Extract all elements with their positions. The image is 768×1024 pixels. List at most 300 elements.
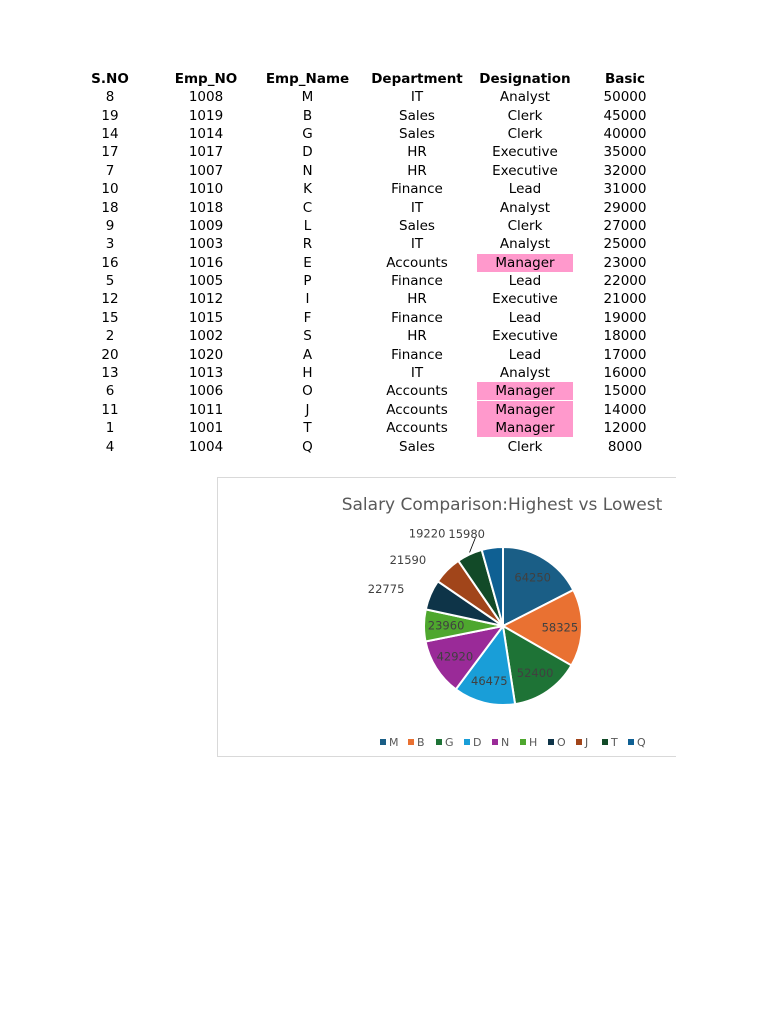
table-cell — [158, 327, 254, 345]
cell-designation: Executive — [492, 162, 558, 179]
table-row — [62, 235, 673, 253]
table-cell — [473, 382, 577, 400]
table-cell — [577, 290, 673, 308]
table-cell — [254, 437, 361, 455]
cell-sno: 20 — [101, 346, 119, 363]
legend-swatch — [602, 739, 608, 745]
legend-label: T — [611, 736, 618, 749]
cell-department: Sales — [399, 217, 435, 234]
cell-department: IT — [410, 365, 424, 382]
data-label: 22775 — [367, 582, 405, 597]
legend-swatch — [464, 739, 470, 745]
cell-sno: 15 — [101, 309, 119, 326]
table-cell — [361, 401, 473, 419]
table-cell — [158, 345, 254, 363]
cell-emp-no: 1008 — [188, 89, 224, 106]
cell-designation: Clerk — [507, 217, 543, 234]
table-cell — [577, 254, 673, 272]
cell-emp-name: D — [302, 144, 313, 161]
table-cell — [158, 125, 254, 143]
cell-emp-name: E — [303, 254, 312, 271]
table-cell — [254, 254, 361, 272]
table-row — [62, 345, 673, 363]
cell-basic: 35000 — [603, 144, 647, 161]
table-cell — [62, 235, 158, 253]
employee-table — [62, 69, 673, 456]
table-cell — [254, 235, 361, 253]
table-cell — [254, 198, 361, 216]
legend-label: J — [585, 736, 589, 749]
table-cell — [361, 309, 473, 327]
cell-emp-name: Q — [302, 438, 313, 455]
table-cell — [473, 162, 577, 180]
data-label: 58325 — [541, 620, 579, 635]
cell-department: Finance — [391, 181, 443, 198]
table-cell — [577, 327, 673, 345]
cell-designation: Manager — [477, 254, 573, 272]
table-cell — [361, 125, 473, 143]
legend-swatch — [408, 739, 414, 745]
table-cell — [361, 419, 473, 437]
legend-label: Q — [637, 736, 646, 749]
col-header-basic: Basic — [604, 70, 646, 87]
table-cell — [473, 364, 577, 382]
table-cell — [361, 254, 473, 272]
table-cell — [361, 106, 473, 124]
cell-basic: 15000 — [603, 383, 647, 400]
cell-department: Finance — [391, 346, 443, 363]
table-cell — [254, 382, 361, 400]
cell-basic: 45000 — [603, 107, 647, 124]
data-label: 42920 — [436, 649, 474, 664]
table-cell — [158, 437, 254, 455]
cell-emp-no: 1012 — [188, 291, 224, 308]
legend-swatch — [436, 739, 442, 745]
table-row — [62, 217, 673, 235]
cell-sno: 14 — [101, 125, 119, 142]
table-cell — [158, 364, 254, 382]
table-cell — [577, 437, 673, 455]
cell-department: Accounts — [386, 401, 448, 418]
legend-swatch — [576, 739, 582, 745]
table-row — [62, 162, 673, 180]
table-cell — [361, 88, 473, 106]
table-cell — [158, 217, 254, 235]
col-header-department: Department — [371, 70, 463, 87]
cell-department: Accounts — [386, 420, 448, 437]
cell-designation: Lead — [508, 309, 542, 326]
cell-department: HR — [407, 144, 427, 161]
cell-department: HR — [407, 162, 427, 179]
table-cell — [254, 327, 361, 345]
cell-emp-name: L — [303, 217, 312, 234]
table-row — [62, 290, 673, 308]
cell-designation: Clerk — [507, 438, 543, 455]
table-cell — [158, 290, 254, 308]
table-cell — [361, 235, 473, 253]
cell-emp-name: N — [302, 162, 313, 179]
cell-sno: 19 — [101, 107, 119, 124]
table-cell — [473, 290, 577, 308]
table-cell — [577, 419, 673, 437]
table-cell — [158, 254, 254, 272]
table-cell — [473, 272, 577, 290]
cell-designation: Analyst — [499, 236, 551, 253]
cell-sno: 9 — [105, 217, 115, 234]
table-row — [62, 106, 673, 124]
cell-emp-name: F — [303, 309, 312, 326]
table-cell — [577, 106, 673, 124]
cell-basic: 32000 — [603, 162, 647, 179]
cell-basic: 14000 — [603, 401, 647, 418]
cell-emp-no: 1003 — [188, 236, 224, 253]
table-cell — [473, 143, 577, 161]
cell-emp-name: I — [305, 291, 310, 308]
table-cell — [361, 217, 473, 235]
cell-designation: Manager — [477, 382, 573, 400]
cell-emp-no: 1010 — [188, 181, 224, 198]
table-row — [62, 254, 673, 272]
legend-label: H — [529, 736, 538, 749]
table-row — [62, 125, 673, 143]
cell-basic: 25000 — [603, 236, 647, 253]
cell-basic: 19000 — [603, 309, 647, 326]
table-cell — [158, 162, 254, 180]
table-cell — [361, 272, 473, 290]
salary-chart[interactable] — [217, 477, 676, 757]
cell-department: Sales — [399, 107, 435, 124]
cell-basic: 16000 — [603, 365, 647, 382]
table-cell — [254, 364, 361, 382]
table-cell — [361, 290, 473, 308]
chart-title: Salary Comparison:Highest vs Lowest — [341, 495, 663, 515]
cell-department: Accounts — [386, 383, 448, 400]
data-label: 64250 — [514, 570, 551, 585]
cell-emp-name: O — [302, 383, 313, 400]
table-cell — [361, 327, 473, 345]
table-cell — [577, 235, 673, 253]
table-cell — [158, 198, 254, 216]
table-cell — [473, 309, 577, 327]
legend-swatch — [548, 739, 554, 745]
table-cell — [62, 198, 158, 216]
table-cell — [62, 217, 158, 235]
cell-basic: 31000 — [603, 181, 647, 198]
cell-emp-name: J — [305, 401, 310, 418]
col-header-sno: S.NO — [91, 70, 129, 87]
cell-emp-no: 1011 — [188, 401, 224, 418]
col-header-emp-name: Emp_Name — [265, 70, 350, 87]
data-label: 19220 — [408, 526, 446, 541]
table-cell — [254, 419, 361, 437]
cell-emp-no: 1001 — [188, 420, 224, 437]
table-cell — [62, 162, 158, 180]
table-row — [62, 143, 673, 161]
table-cell — [254, 143, 361, 161]
cell-department: IT — [410, 199, 424, 216]
table-cell — [158, 272, 254, 290]
table-cell — [254, 290, 361, 308]
table-cell — [158, 419, 254, 437]
cell-sno: 5 — [105, 273, 115, 290]
table-cell — [62, 290, 158, 308]
table-cell — [473, 419, 577, 437]
cell-emp-name: C — [302, 199, 313, 216]
cell-emp-name: R — [302, 236, 313, 253]
cell-emp-name: A — [302, 346, 313, 363]
cell-designation: Analyst — [499, 199, 551, 216]
table-cell — [62, 143, 158, 161]
pie-chart-svg — [218, 478, 676, 756]
cell-sno: 1 — [105, 420, 115, 437]
table-cell — [158, 401, 254, 419]
cell-basic: 29000 — [603, 199, 647, 216]
cell-emp-no: 1009 — [188, 217, 224, 234]
cell-designation: Executive — [492, 328, 558, 345]
cell-department: Finance — [391, 309, 443, 326]
table-cell — [158, 143, 254, 161]
table-cell — [62, 437, 158, 455]
cell-sno: 17 — [101, 144, 119, 161]
cell-emp-no: 1020 — [188, 346, 224, 363]
table-cell — [473, 106, 577, 124]
table-row — [62, 437, 673, 455]
table-cell — [254, 401, 361, 419]
table-cell — [158, 309, 254, 327]
data-label: 46475 — [471, 674, 508, 689]
table-cell — [577, 272, 673, 290]
cell-basic: 12000 — [603, 420, 647, 437]
cell-basic: 8000 — [607, 438, 643, 455]
cell-designation: Lead — [508, 273, 542, 290]
cell-emp-name: G — [302, 125, 313, 142]
table-cell — [361, 364, 473, 382]
table-cell — [473, 345, 577, 363]
table-cell — [361, 437, 473, 455]
table-cell — [577, 364, 673, 382]
cell-basic: 17000 — [603, 346, 647, 363]
table-cell — [473, 198, 577, 216]
cell-department: Accounts — [386, 254, 448, 271]
cell-designation: Executive — [492, 291, 558, 308]
cell-department: IT — [410, 236, 424, 253]
cell-basic: 21000 — [603, 291, 647, 308]
table-cell — [254, 125, 361, 143]
cell-designation: Clerk — [507, 107, 543, 124]
cell-emp-name: P — [303, 273, 312, 290]
table-cell — [361, 162, 473, 180]
legend-label: O — [557, 736, 566, 749]
cell-basic: 50000 — [603, 89, 647, 106]
table-cell — [254, 272, 361, 290]
table-cell — [62, 180, 158, 198]
table-cell — [62, 272, 158, 290]
table-cell — [158, 106, 254, 124]
table-row — [62, 198, 673, 216]
cell-emp-no: 1019 — [188, 107, 224, 124]
cell-sno: 4 — [105, 438, 115, 455]
table-cell — [62, 309, 158, 327]
table-cell — [62, 401, 158, 419]
table-header-row — [62, 69, 673, 88]
table-cell — [473, 180, 577, 198]
table-cell — [158, 180, 254, 198]
cell-designation: Analyst — [499, 365, 551, 382]
table-cell — [254, 345, 361, 363]
cell-emp-name: B — [302, 107, 313, 124]
cell-emp-no: 1015 — [188, 309, 224, 326]
table-row — [62, 180, 673, 198]
legend-swatch — [380, 739, 386, 745]
cell-sno: 8 — [105, 89, 115, 106]
table-cell — [158, 88, 254, 106]
table-cell — [577, 198, 673, 216]
table-cell — [577, 309, 673, 327]
table-cell — [254, 309, 361, 327]
cell-sno: 6 — [105, 383, 115, 400]
table-cell — [62, 254, 158, 272]
data-label: 52400 — [516, 665, 554, 680]
table-cell — [473, 235, 577, 253]
cell-emp-no: 1014 — [188, 125, 224, 142]
table-cell — [62, 327, 158, 345]
legend-label: D — [473, 736, 482, 749]
cell-department: Sales — [399, 125, 435, 142]
table-row — [62, 401, 673, 419]
data-label: 21590 — [389, 553, 427, 568]
cell-sno: 7 — [105, 162, 115, 179]
cell-basic: 18000 — [603, 328, 647, 345]
legend-label: G — [445, 736, 454, 749]
table-cell — [62, 364, 158, 382]
cell-emp-no: 1013 — [188, 365, 224, 382]
table-cell — [254, 88, 361, 106]
cell-designation: Executive — [492, 144, 558, 161]
cell-department: IT — [410, 89, 424, 106]
table-cell — [577, 180, 673, 198]
cell-basic: 23000 — [603, 254, 647, 271]
cell-emp-name: M — [301, 89, 314, 106]
table-row — [62, 327, 673, 345]
table-cell — [361, 180, 473, 198]
cell-emp-name: T — [303, 420, 312, 437]
col-header-emp-no: Emp_NO — [174, 70, 238, 87]
legend-swatch — [628, 739, 634, 745]
table-row — [62, 272, 673, 290]
cell-sno: 2 — [105, 328, 115, 345]
cell-basic: 40000 — [603, 125, 647, 142]
table-cell — [254, 180, 361, 198]
table-cell — [158, 235, 254, 253]
cell-emp-name: H — [302, 365, 313, 382]
table-cell — [62, 419, 158, 437]
table-cell — [577, 217, 673, 235]
cell-department: HR — [407, 328, 427, 345]
cell-emp-no: 1005 — [188, 273, 224, 290]
table-cell — [473, 217, 577, 235]
table-cell — [473, 401, 577, 419]
table-cell — [254, 162, 361, 180]
table-row — [62, 382, 673, 400]
table-cell — [577, 401, 673, 419]
table-cell — [473, 437, 577, 455]
cell-designation: Lead — [508, 346, 542, 363]
table-cell — [254, 106, 361, 124]
table-row — [62, 88, 673, 106]
cell-designation: Clerk — [507, 125, 543, 142]
table-cell — [473, 327, 577, 345]
table-cell — [62, 106, 158, 124]
cell-department: Finance — [391, 273, 443, 290]
legend-swatch — [492, 739, 498, 745]
table-cell — [473, 125, 577, 143]
table-row — [62, 364, 673, 382]
cell-emp-no: 1002 — [188, 328, 224, 345]
table-row — [62, 419, 673, 437]
table-cell — [361, 198, 473, 216]
cell-emp-name: K — [303, 181, 312, 198]
table-body — [62, 88, 673, 456]
cell-emp-no: 1016 — [188, 254, 224, 271]
table-cell — [62, 345, 158, 363]
table-cell — [361, 345, 473, 363]
col-header-designation: Designation — [479, 70, 571, 87]
table-row — [62, 309, 673, 327]
cell-designation: Lead — [508, 181, 542, 198]
cell-designation: Manager — [477, 419, 573, 437]
table-cell — [62, 88, 158, 106]
table-cell — [473, 88, 577, 106]
table-cell — [577, 345, 673, 363]
cell-designation: Analyst — [499, 89, 551, 106]
cell-sno: 3 — [105, 236, 115, 253]
cell-emp-no: 1007 — [188, 162, 224, 179]
table-cell — [577, 382, 673, 400]
table-cell — [62, 382, 158, 400]
legend-swatch — [520, 739, 526, 745]
cell-emp-no: 1006 — [188, 383, 224, 400]
table-cell — [577, 162, 673, 180]
cell-department: Sales — [399, 438, 435, 455]
table-cell — [361, 143, 473, 161]
cell-emp-no: 1017 — [188, 144, 224, 161]
legend-label: B — [417, 736, 425, 749]
table-cell — [577, 88, 673, 106]
cell-sno: 13 — [101, 365, 119, 382]
cell-designation: Manager — [477, 401, 573, 419]
cell-sno: 11 — [101, 401, 119, 418]
cell-basic: 22000 — [603, 273, 647, 290]
cell-sno: 10 — [101, 181, 119, 198]
data-label: 15980 — [448, 526, 485, 541]
table-cell — [577, 125, 673, 143]
data-label: 23960 — [427, 618, 465, 633]
table-cell — [361, 382, 473, 400]
table-cell — [254, 217, 361, 235]
cell-department: HR — [407, 291, 427, 308]
cell-emp-no: 1018 — [188, 199, 224, 216]
cell-sno: 12 — [101, 291, 119, 308]
table-cell — [577, 143, 673, 161]
cell-emp-no: 1004 — [188, 438, 224, 455]
table-cell — [158, 382, 254, 400]
legend-label: N — [501, 736, 510, 749]
table-cell — [473, 254, 577, 272]
cell-basic: 27000 — [603, 217, 647, 234]
legend-label: M — [389, 736, 399, 749]
cell-sno: 18 — [101, 199, 119, 216]
cell-sno: 16 — [101, 254, 119, 271]
